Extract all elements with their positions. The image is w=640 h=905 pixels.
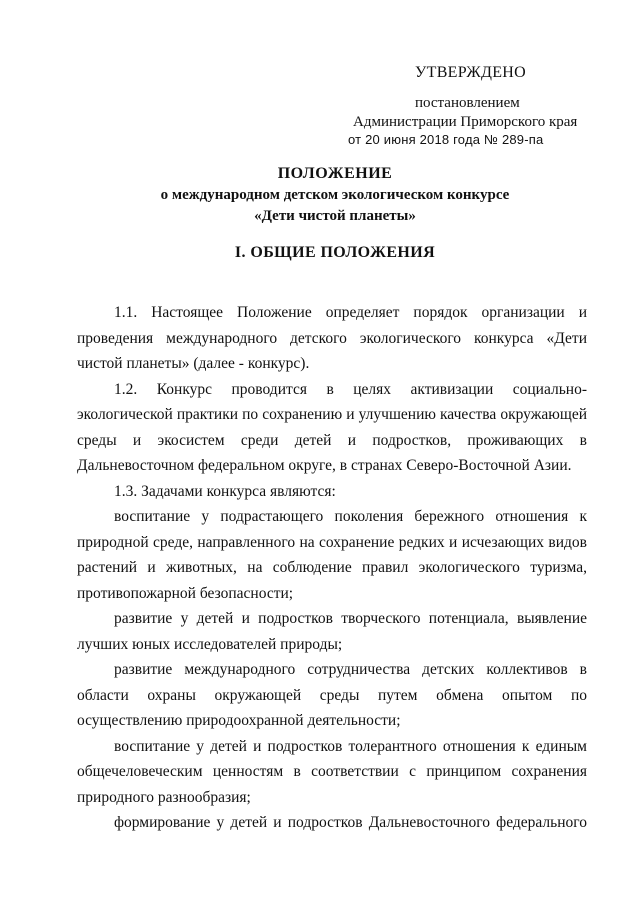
paragraph: развитие у детей и подростков творческого потенциала, выявление лучших юных исследователей природы; [77, 610, 587, 653]
approval-date-number-line: от 20 июня 2018 года № 289-па [348, 132, 544, 147]
paragraph: воспитание у подрастающего поколения бережного отношения к природной среде, направленного на сохранение редких и исчезающих видов растений и животных, на соблюдение правил экологического туризма, противопожарной безопасности; [77, 508, 587, 602]
paragraph: 1.3. Задачами конкурса являются: [114, 482, 336, 500]
approval-authority-line: Администрации Приморского края [353, 114, 578, 130]
paragraph: развитие международного сотрудничества детских коллективов в области охраны окружающей среды путем обмена опытом по осуществлению природоохранной деятельности; [77, 661, 587, 729]
document-title: ПОЛОЖЕНИЕ [277, 165, 393, 182]
document-body [77, 300, 587, 836]
section-heading: I. ОБЩИЕ ПОЛОЖЕНИЯ [234, 244, 436, 261]
document-subtitle-line-2: «Дети чистой планеты» [254, 208, 416, 224]
document-subtitle-line-1: о международном детском экологическом конкурсе [160, 187, 510, 203]
paragraph: воспитание у детей и подростков толерантного отношения к единым общечеловеческим ценностям в соответствии с принципом сохранения природного разнообразия; [77, 737, 587, 806]
document-title-block [0, 163, 640, 227]
paragraph: 1.1. Настоящее Положение определяет порядок организации и проведения международного детского экологического конкурса «Дети чистой планеты» (далее - конкурс). [77, 304, 587, 372]
approved-label: УТВЕРЖДЕНО [415, 64, 527, 81]
approval-decree-line: постановлением [415, 95, 520, 111]
paragraph: формирование у детей и подростков Дальневосточного федерального [114, 814, 587, 831]
paragraph: 1.2. Конкурс проводится в целях активизации социально-экологической практики по сохранению и улучшению качества окружающей среды и экосистем среди детей и подростков, проживающих в Дальневосточном федеральном округе, в странах Северо-Восточной Азии. [77, 380, 587, 474]
